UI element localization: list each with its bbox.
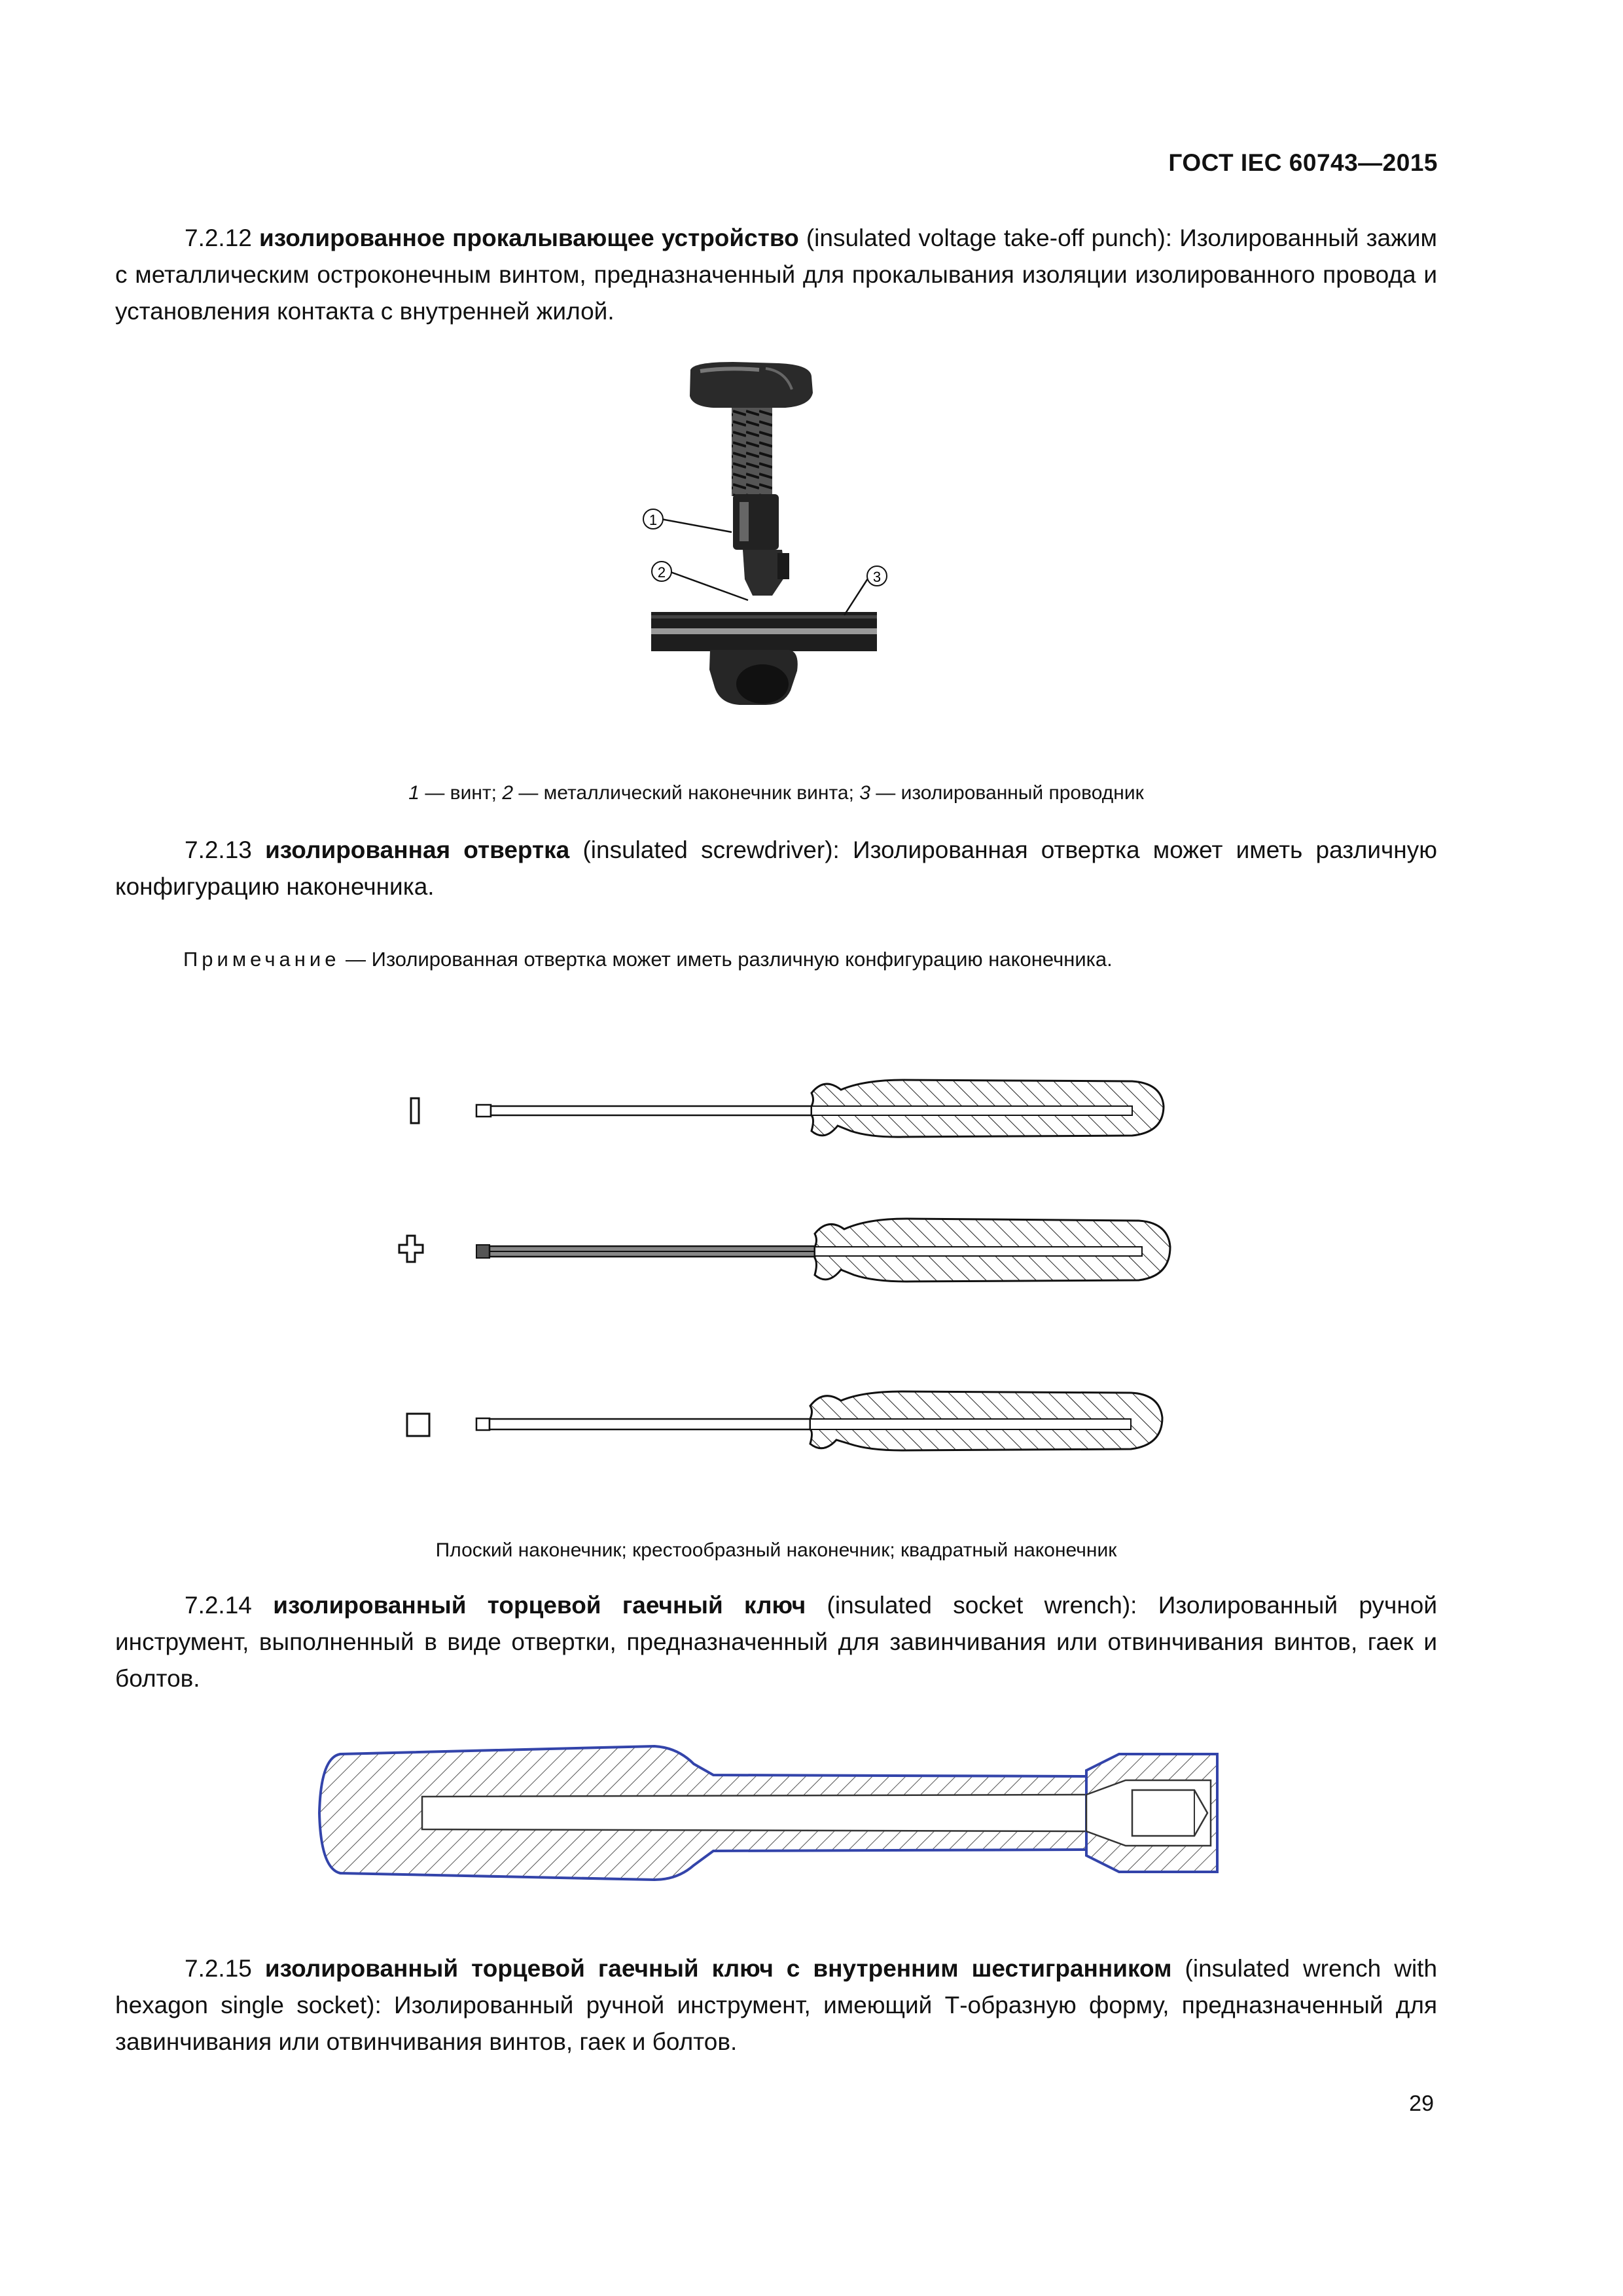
square-screwdriver-drawing	[476, 1391, 1162, 1450]
figure-2-caption: Плоский наконечник; крестообразный наконечник; квадратный наконечник	[435, 1539, 1117, 1561]
clause-text: (insulated voltage take-off punch): Изолированный зажим с металлическим остроконечным винтом, предназначенный для прокалывания изоляции изолированного провода и установления контакта с внутренней жилой.	[115, 224, 1437, 325]
square-tip-icon	[407, 1414, 429, 1436]
cross-tip-icon	[399, 1236, 423, 1262]
clause-7-2-15	[115, 1950, 1437, 2060]
callout-3: 3	[872, 569, 882, 585]
screwdrivers-figure	[393, 1054, 1204, 1479]
note-text: — Изолированная отвертка может иметь различную конфигурацию наконечника.	[340, 948, 1113, 971]
clause-text: (insulated socket wrench): Изолированный ручной инструмент, выполненный в виде отвертки, предназначенный для завинчивания или отвинчивания винтов, гаек и болтов.	[115, 1592, 1438, 1692]
note-label: Примечание	[183, 948, 340, 971]
clause-number: 7.2.12	[185, 224, 252, 251]
socket-wrench-figure	[314, 1734, 1250, 1905]
clause-number: 7.2.14	[185, 1592, 252, 1619]
flat-screwdriver-drawing	[476, 1080, 1164, 1137]
flat-tip-icon	[411, 1098, 419, 1123]
clause-7-2-13	[115, 832, 1437, 905]
clause-7-2-14	[115, 1587, 1437, 1697]
clause-term: изолированный торцевой гаечный ключ	[273, 1592, 806, 1619]
callout-1: 1	[649, 512, 658, 528]
document-id: ГОСТ IEC 60743—2015	[1168, 149, 1438, 176]
punch-device-figure	[628, 357, 903, 749]
clause-number: 7.2.13	[185, 836, 252, 863]
clause-text: (insulated wrench with hexagon single socket): Изолированный ручной инструмент, имеющий Т-образную форму, предназначенный для завинчивания или отвинчивания винтов, гаек и болтов.	[115, 1955, 1438, 2055]
callout-2: 2	[657, 564, 666, 581]
note	[183, 948, 1113, 971]
clause-7-2-12	[115, 220, 1437, 330]
page-number: 29	[1409, 2091, 1434, 2116]
clause-text: (insulated screwdriver): Изолированная отвертка может иметь различную конфигурацию наконечника.	[115, 836, 1437, 900]
figure-1-caption: 1 — винт; 2 — металлический наконечник винта; 3 — изолированный проводник	[408, 782, 1144, 804]
clause-term: изолированный торцевой гаечный ключ с внутренним шестигранником	[264, 1955, 1172, 1982]
clause-number: 7.2.15	[185, 1955, 252, 1982]
clause-term: изолированная отвертка	[265, 836, 570, 863]
cross-screwdriver-drawing	[476, 1219, 1170, 1282]
clause-term: изолированное прокалывающее устройство	[259, 224, 799, 251]
